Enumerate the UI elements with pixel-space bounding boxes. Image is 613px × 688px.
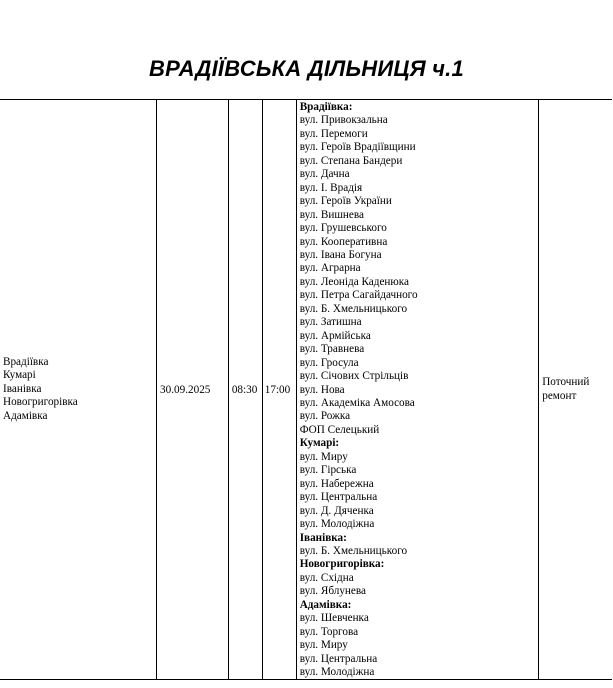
street-item: ФОП Селецький <box>299 423 380 436</box>
date-cell: 30.09.2025 <box>157 100 229 680</box>
street-item: вул. Армійська <box>299 329 371 342</box>
reason-line: ремонт <box>542 389 577 402</box>
reason-line: Поточний <box>542 376 590 389</box>
settlement-name: Іванівка <box>3 382 42 395</box>
street-item: вул. Героїв Врадіївщини <box>299 141 416 154</box>
outage-table <box>0 99 612 680</box>
settlement-name: Врадіївка <box>3 355 49 368</box>
street-item: вул. Героїв України <box>299 195 392 208</box>
street-item: вул. Центральна <box>299 652 378 665</box>
street-item: вул. Леоніда Каденюка <box>299 275 409 288</box>
street-item: вул. Кооперативна <box>299 235 388 248</box>
address-group-heading: Новогригорівка: <box>299 558 385 571</box>
street-item: вул. Рожка <box>299 410 351 423</box>
street-item: вул. Яблунева <box>299 585 366 598</box>
street-item: вул. Центральна <box>299 491 378 504</box>
reason-cell <box>539 100 612 680</box>
street-item: вул. Д. Дяченка <box>299 504 374 517</box>
street-item: вул. Миру <box>299 450 348 463</box>
settlement-name: Адамівка <box>3 409 48 422</box>
street-item: вул. Б. Хмельницького <box>299 302 408 315</box>
street-item: вул. Вишнева <box>299 208 364 221</box>
settlement-name: Новогригорівка <box>3 396 78 409</box>
street-item: вул. Миру <box>299 639 348 652</box>
street-item: вул. Грушевського <box>299 222 387 235</box>
address-group-heading: Іванівка: <box>299 531 347 544</box>
table-row <box>0 100 612 680</box>
page-title: ВРАДІЇВСЬКА ДІЛЬНИЦЯ ч.1 <box>149 56 464 81</box>
street-item: вул. Молодіжна <box>299 666 375 679</box>
street-item: вул. Нова <box>299 383 345 396</box>
street-item: вул. Дачна <box>299 168 350 181</box>
street-item: вул. Академіка Амосова <box>299 396 415 409</box>
street-item: вул. Січових Стрільців <box>299 370 409 383</box>
street-item: вул. Привокзальна <box>299 114 388 127</box>
time-from-cell: 08:30 <box>228 100 262 680</box>
address-group-heading: Кумарі: <box>299 437 340 450</box>
street-item: вул. Травнева <box>299 343 365 356</box>
street-item: вул. Молодіжна <box>299 518 375 531</box>
time-to-cell: 17:00 <box>262 100 296 680</box>
address-group-heading: Адамівка: <box>299 598 352 611</box>
street-item: вул. І. Врадія <box>299 181 363 194</box>
addresses-cell <box>296 100 539 680</box>
street-item: вул. Б. Хмельницького <box>299 544 408 557</box>
street-item: вул. Івана Богуна <box>299 248 382 261</box>
street-item: вул. Петра Сагайдачного <box>299 289 418 302</box>
street-item: вул. Степана Бандери <box>299 154 403 167</box>
street-item: вул. Гірська <box>299 464 357 477</box>
settlements-cell <box>0 100 157 680</box>
street-item: вул. Затишна <box>299 316 362 329</box>
street-item: вул. Торгова <box>299 625 359 638</box>
street-item: вул. Шевченка <box>299 612 369 625</box>
street-item: вул. Аграрна <box>299 262 361 275</box>
settlement-name: Кумарі <box>3 369 36 382</box>
street-item: вул. Перемоги <box>299 127 368 140</box>
street-item: вул. Набережна <box>299 477 374 490</box>
address-group-heading: Врадіївка: <box>299 101 353 113</box>
street-item: вул. Східна <box>299 571 354 584</box>
street-item: вул. Гросула <box>299 356 359 369</box>
